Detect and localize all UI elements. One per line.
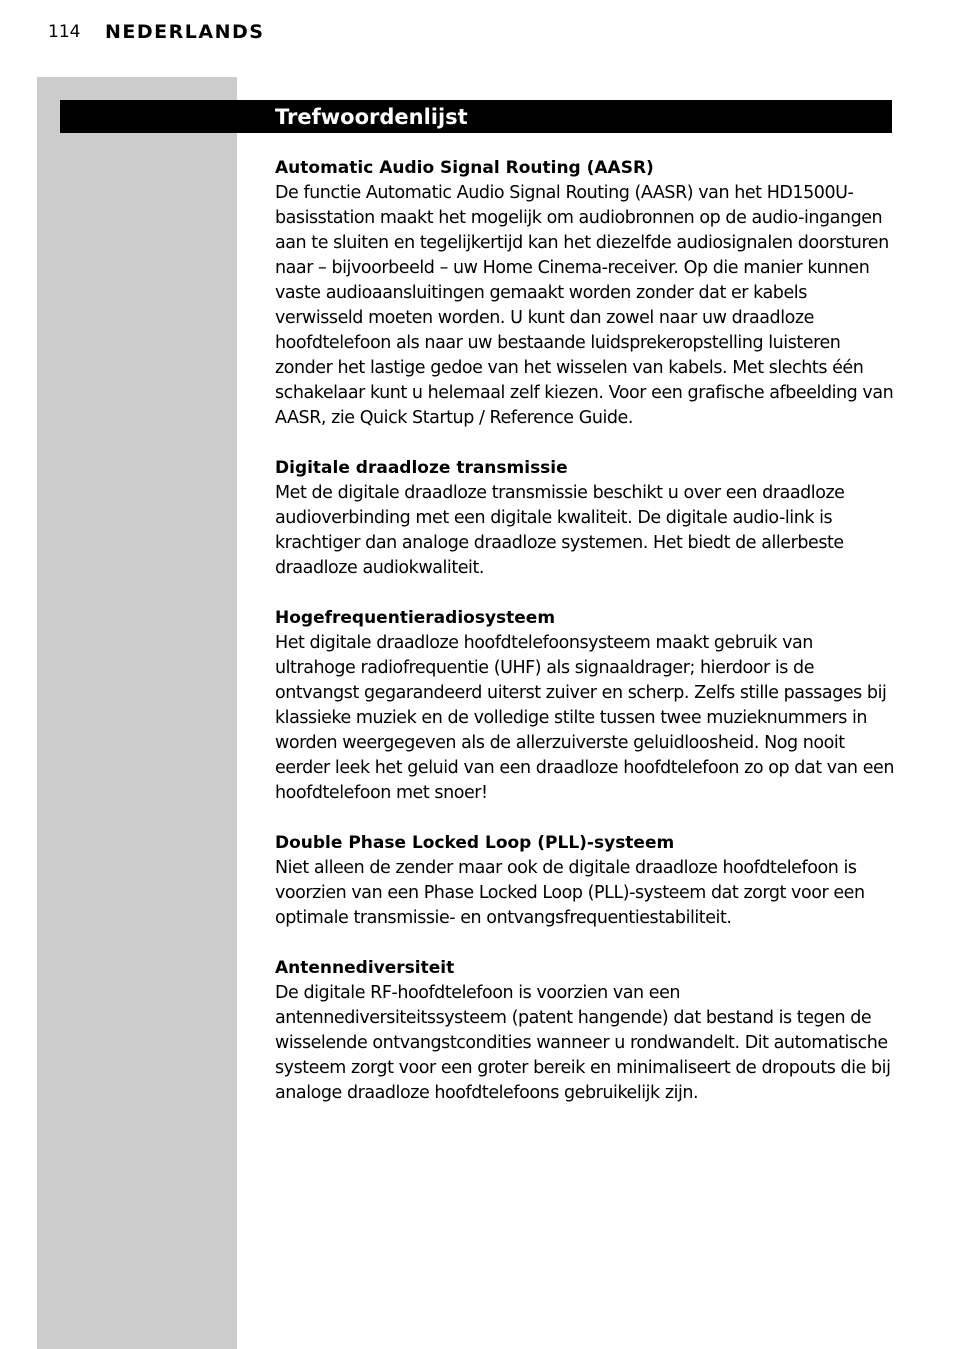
glossary-entry-digital-wireless (275, 456, 895, 581)
glossary-entry-pll (275, 831, 895, 931)
language-header: NEDERLANDS (105, 21, 265, 43)
glossary-entry-aasr (275, 156, 895, 431)
entry-heading: Digitale draadloze transmissie (275, 458, 568, 478)
entry-heading: Double Phase Locked Loop (PLL)-systeem (275, 833, 675, 853)
entry-body: De functie Automatic Audio Signal Routing (AASR) van het HD1500U-basisstation maakt het mogelijk om audiobronnen op de audio-ingangen aan te sluiten en tegelijkertijd kan het diezelfde audiosignalen doorsturen naar – bijvoorbeeld – uw Home Cinema-receiver. Op die manier kunnen vaste audioaansluitingen gemaakt worden zonder dat er kabels verwisseld moeten worden. U kunt dan zowel naar uw draadloze hoofdtelefoon als naar uw bestaande luidsprekeropstelling luisteren zonder het lastige gedoe van het wisselen van kabels. Met slechts één schakelaar kunt u helemaal zelf kiezen. Voor een grafische afbeelding van AASR, zie Quick Startup / Reference Guide. (275, 183, 894, 428)
page-title: Trefwoordenlijst (275, 105, 468, 129)
sidebar-panel (37, 77, 237, 1349)
glossary-entry-antenna-diversity (275, 956, 895, 1106)
page-number: 114 (48, 22, 81, 42)
entry-body: Met de digitale draadloze transmissie beschikt u over een draadloze audioverbinding met een digitale kwaliteit. De digitale audio-link is krachtiger dan analoge draadloze systemen. Het biedt de allerbeste draadloze audiokwaliteit. (275, 483, 845, 578)
glossary-content (275, 156, 895, 1131)
entry-heading: Automatic Audio Signal Routing (AASR) (275, 158, 654, 178)
entry-heading: Hogefrequentieradiosysteem (275, 608, 556, 628)
title-bar (60, 100, 892, 133)
entry-body: De digitale RF-hoofdtelefoon is voorzien van een antennediversiteitssysteem (patent hangende) dat bestand is tegen de wisselende ontvangstcondities wanneer u rondwandelt. Dit automatische systeem zorgt voor een groter bereik en minimaliseert de dropouts die bij analoge draadloze hoofdtelefoons gebruikelijk zijn. (275, 983, 891, 1103)
entry-body: Niet alleen de zender maar ook de digitale draadloze hoofdtelefoon is voorzien van een Phase Locked Loop (PLL)-systeem dat zorgt voor een optimale transmissie- en ontvangsfrequentiestabiliteit. (275, 858, 865, 928)
entry-heading: Antennediversiteit (275, 958, 455, 978)
entry-body: Het digitale draadloze hoofdtelefoonsysteem maakt gebruik van ultrahoge radiofrequentie (UHF) als signaaldrager; hierdoor is de ontvangst gegarandeerd uiterst zuiver en scherp. Zelfs stille passages bij klassieke muziek en de volledige stilte tussen twee muzieknummers in worden weergegeven als de allerzuiverste geluidloosheid. Nog nooit eerder leek het geluid van een draadloze hoofdtelefoon zo op dat van een hoofdtelefoon met snoer! (275, 633, 894, 803)
glossary-entry-high-frequency (275, 606, 895, 806)
